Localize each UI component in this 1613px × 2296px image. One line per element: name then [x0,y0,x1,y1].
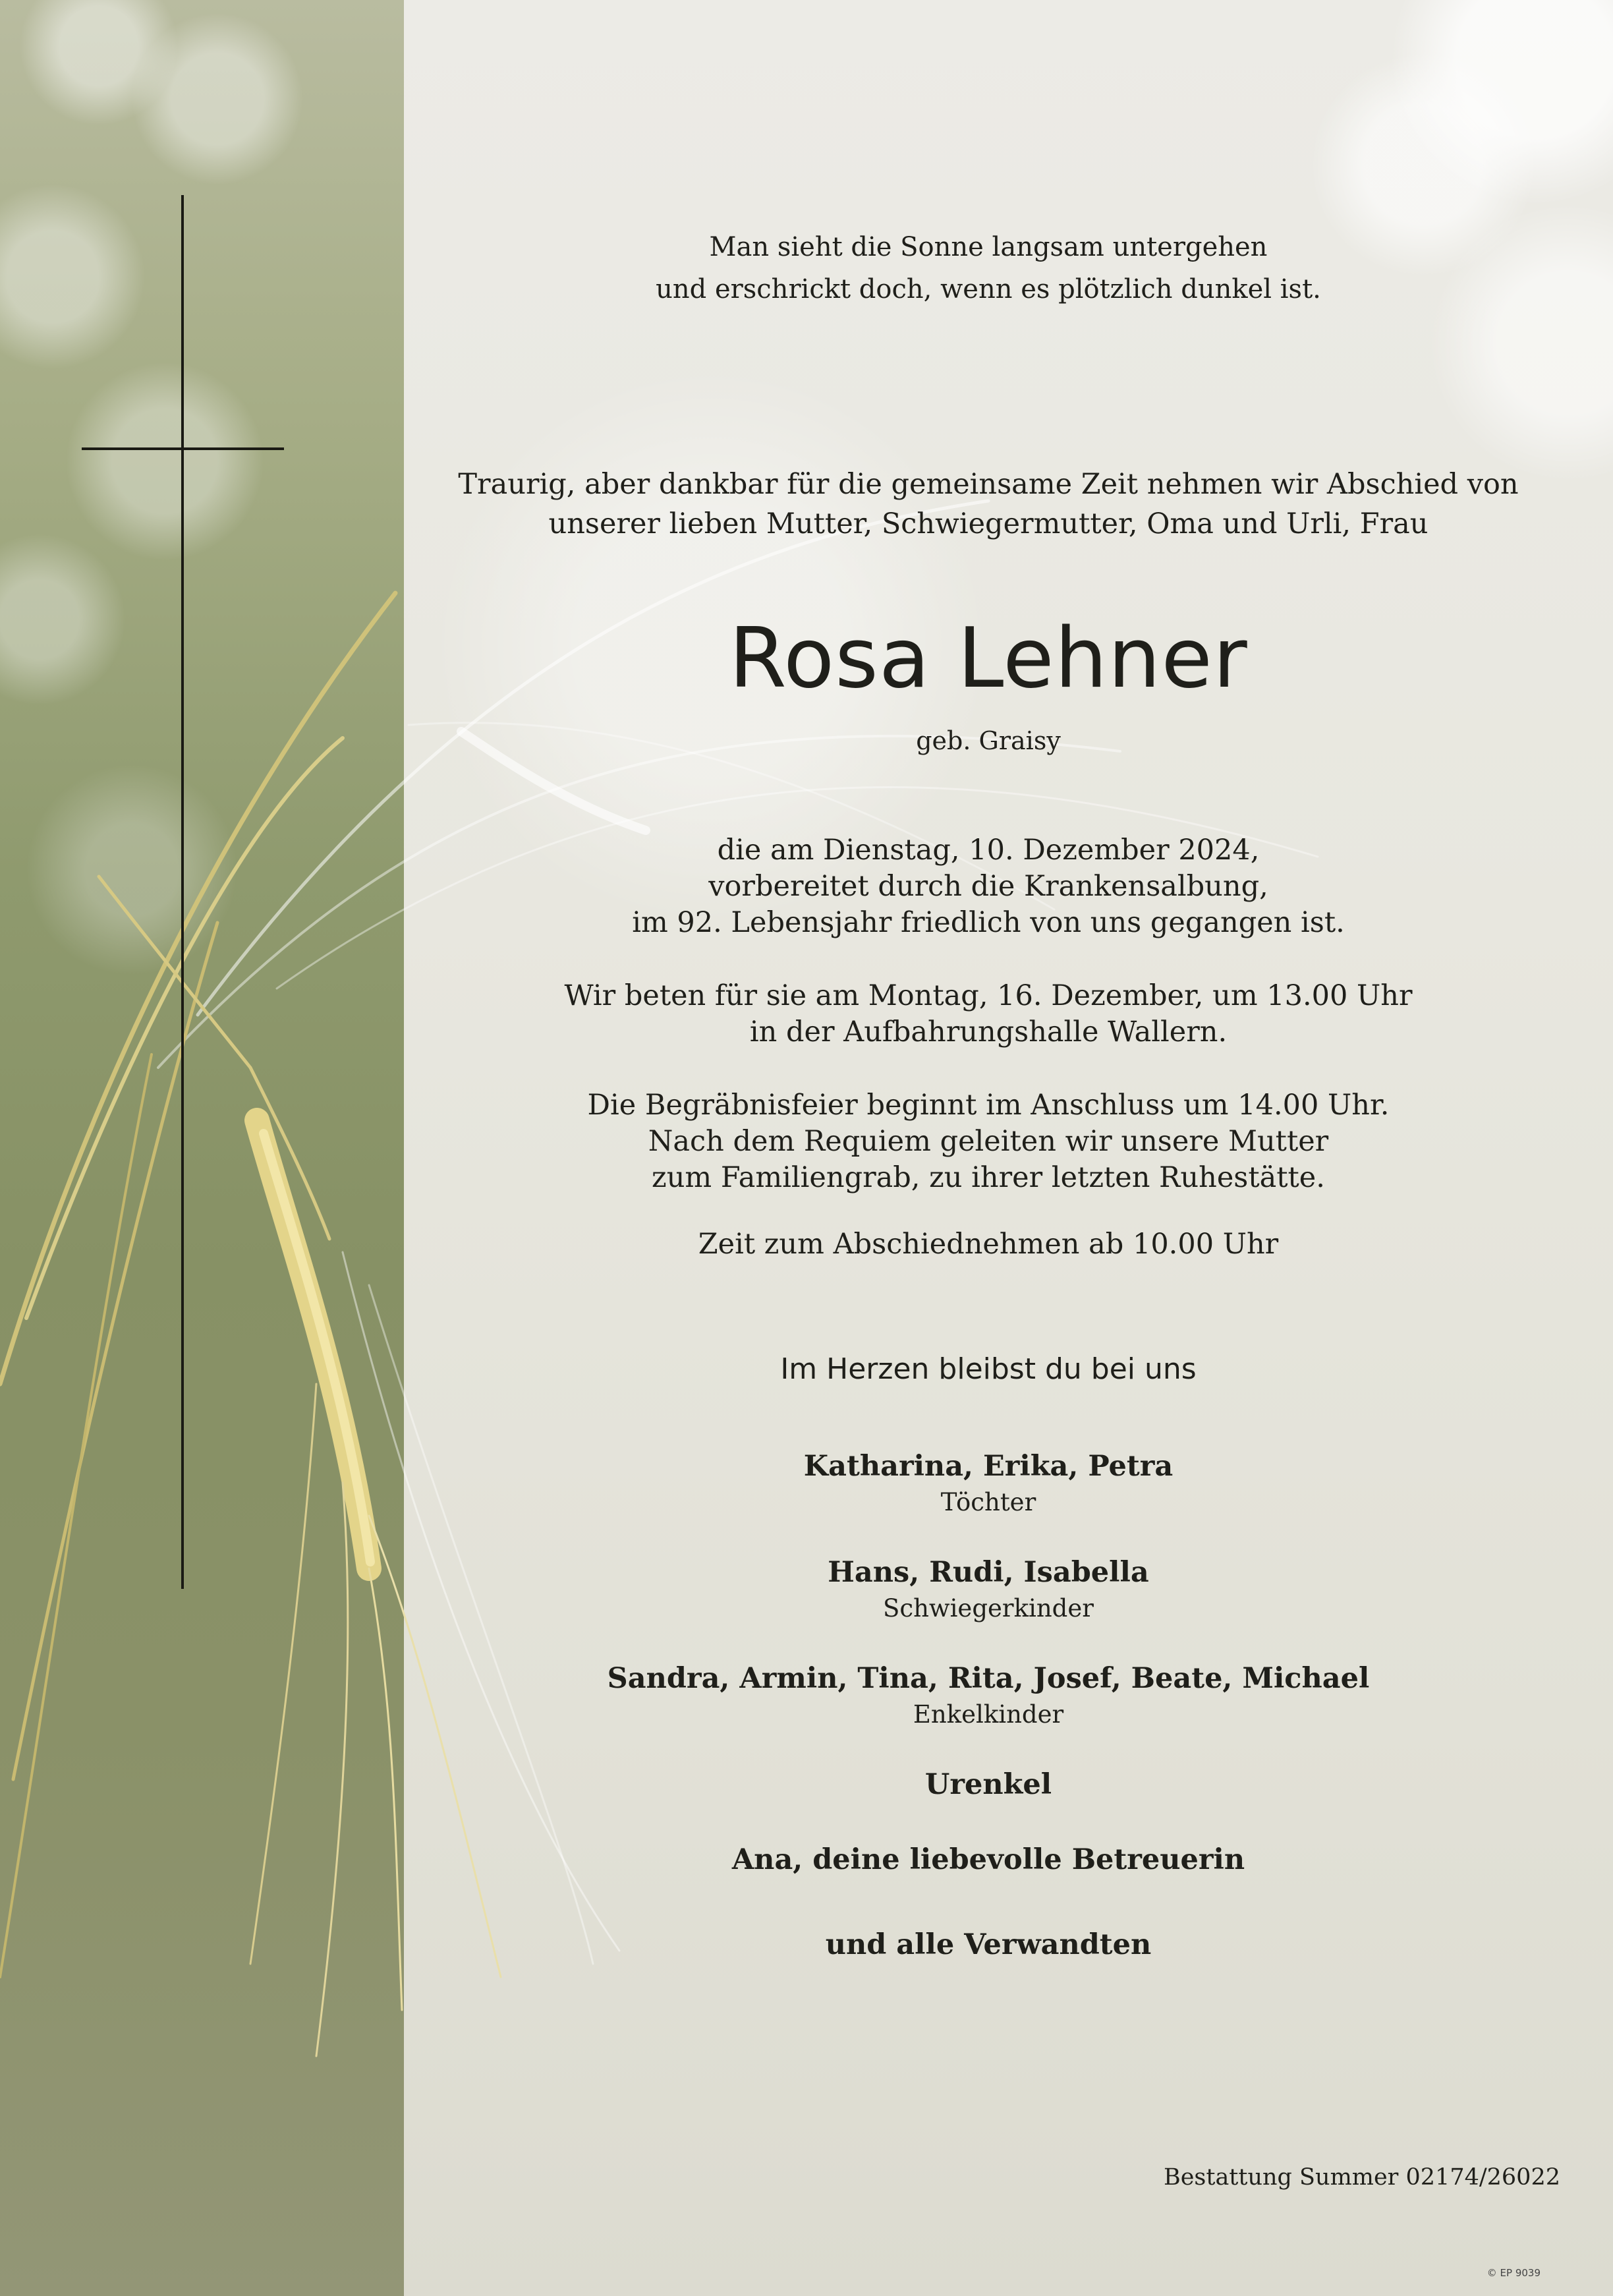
viewing-paragraph [404,1226,1573,1263]
intro-text [404,465,1573,544]
poem-line: Man sieht die Sonne langsam untergehen [709,232,1268,262]
death-paragraph [404,832,1573,941]
closing-line: Ana, deine liebevolle Betreuerin [731,1843,1245,1876]
family-role: Enkelkinder [913,1700,1064,1729]
side-photo-panel [0,0,404,2296]
details-line: Wir beten für sie am Montag, 16. Dezember, um 13.00 Uhr [564,979,1413,1012]
details-line: die am Dienstag, 10. Dezember 2024, [717,834,1260,867]
details-line: in der Aufbahrungshalle Wallern. [749,1016,1228,1048]
closing-line: und alle Verwandten [825,1928,1152,1961]
intro-line: unserer lieben Mutter, Schwiegermutter, Oma und Urli, Frau [548,507,1429,540]
closing-line: Urenkel [924,1768,1052,1801]
maiden-name: geb. Graisy [916,726,1061,755]
deceased-name: Rosa Lehner [729,610,1248,706]
family-names: Sandra, Armin, Tina, Rita, Josef, Beate, Michael [607,1662,1370,1695]
prayer-paragraph [404,978,1573,1050]
details-line: zum Familiengrab, zu ihrer letzten Ruhestätte. [652,1161,1325,1194]
funeral-home-contact: Bestattung Summer 02174/26022 [1163,2164,1560,2191]
details-line: im 92. Lebensjahr friedlich von uns gegangen ist. [632,906,1345,939]
details-line: vorbereitet durch die Krankensalbung, [708,870,1268,903]
poem-quote [404,226,1573,310]
burial-paragraph [404,1087,1573,1196]
template-code: © EP 9039 [1486,2267,1541,2279]
poem-line: und erschrickt doch, wenn es plötzlich dunkel ist. [656,274,1321,304]
family-names: Hans, Rudi, Isabella [828,1556,1149,1589]
family-role: Schwiegerkinder [883,1594,1094,1622]
funeral-details [404,832,1573,1263]
intro-line: Traurig, aber dankbar für die gemeinsame Zeit nehmen wir Abschied von [458,468,1519,501]
details-line: Zeit zum Abschiednehmen ab 10.00 Uhr [698,1228,1279,1261]
family-names: Katharina, Erika, Petra [803,1450,1174,1483]
details-line: Nach dem Requiem geleiten wir unsere Mutter [648,1125,1329,1158]
farewell-line: Im Herzen bleibst du bei uns [780,1352,1197,1386]
details-line: Die Begräbnisfeier beginnt im Anschluss um 14.00 Uhr. [587,1089,1390,1122]
family-role: Töchter [940,1488,1036,1516]
